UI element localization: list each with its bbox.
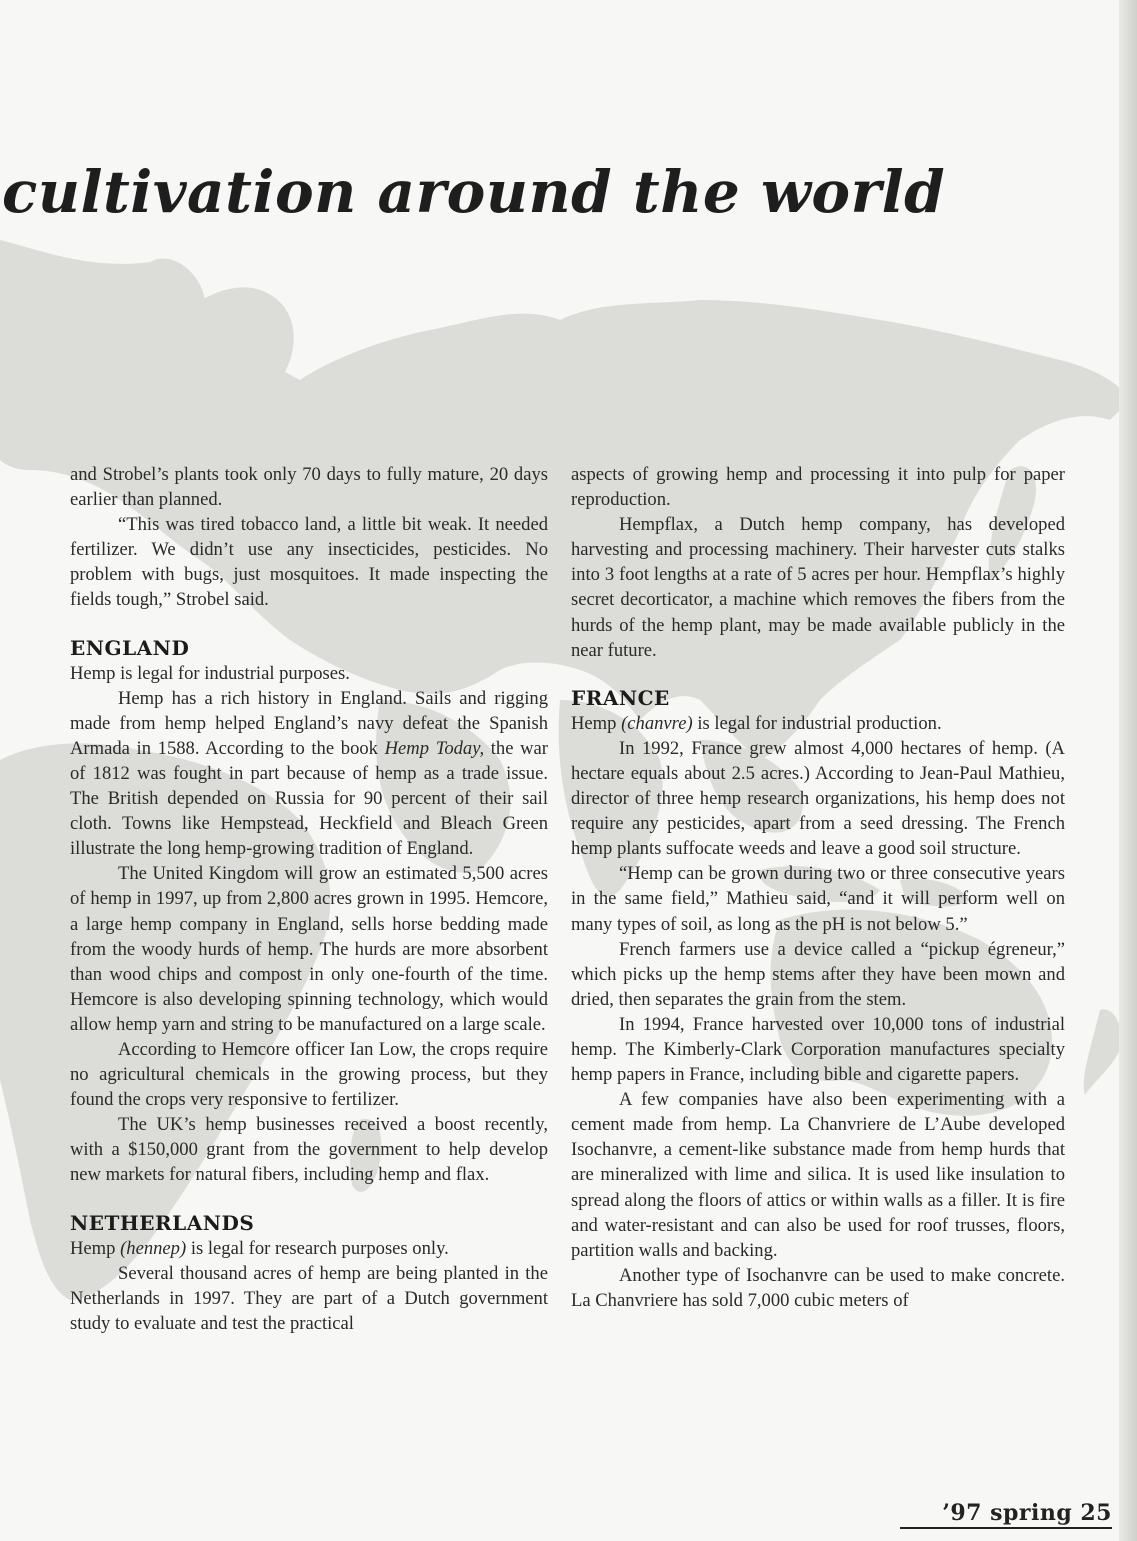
article-title: cultivation around the world xyxy=(2,158,946,226)
england-paragraph-3: According to Hemcore officer Ian Low, the crops require no agricultural chemicals in the growing process, but they found the crops very responsive to fertilizer. xyxy=(70,1038,548,1111)
left-column xyxy=(70,462,548,1336)
france-paragraph-4: In 1994, France harvested over 10,000 tons of industrial hemp. The Kimberly-Clark Corporation manufactures specialty hemp papers in France, including bible and cigarette papers. xyxy=(571,1013,1065,1086)
netherlands-heading: NETHERLANDS xyxy=(70,1210,255,1235)
intro-paragraph-2: “This was tired tobacco land, a little bit weak. It needed fertilizer. We didn’t use any insecticides, pesticides. No problem with bugs, just mosquitoes. It made inspecting the fields tough,” Strobel said. xyxy=(70,514,548,611)
france-paragraph-5: A few companies have also been experimenting with a cement made from hemp. La Chanvriere de L’Aube developed Isochanvre, a cement-like substance made from hemp hurds that are mineralized with lime and silica. It is used like insulation to spread along the floors of attics or within walls as a filler. It is fire and water-resistant and can also be used for roof trusses, floors, partition walls and backing. xyxy=(571,1089,1065,1261)
netherlands-paragraph-1: Several thousand acres of hemp are being planted in the Netherlands in 1997. They are part of a Dutch government study to evaluate and test the practical xyxy=(70,1262,548,1334)
right-column xyxy=(571,462,1065,1313)
page-edge-shadow xyxy=(1119,0,1137,1541)
netherlands-term: (hennep) xyxy=(120,1237,187,1259)
france-paragraph-2: “Hemp can be grown during two or three consecutive years in the same field,” Mathieu said, “and it will perform well on many types of soil, as long as the pH is not below 5.” xyxy=(571,863,1065,935)
england-legal-status: Hemp is legal for industrial purposes. xyxy=(70,662,350,684)
france-heading: FRANCE xyxy=(571,685,670,710)
england-p1-part-b: the war of 1812 was fought in part because of hemp as a trade issue. The British depended on Russia for 90 percent of their sail cloth. Towns like Hempstead, Heckfield and Bleach Green illustrate the long hemp-growing tradition of England. xyxy=(70,737,549,860)
england-p1-part-a: Hemp has a rich history in England. Sails and rigging made from hemp helped England’s navy defeat the Spanish Armada in 1588. According to the book xyxy=(70,687,548,759)
england-paragraph-1 xyxy=(70,686,548,862)
page-footer: ’97 spring 25 xyxy=(900,1500,1112,1529)
book-title-hemp-today: Hemp Today, xyxy=(384,737,485,759)
france-paragraph-1: In 1992, France grew almost 4,000 hectares of hemp. (A hectare equals about 2.5 acres.) According to Jean-Paul Mathieu, director of three hemp research organizations, his hemp does not require any pesticides, apart from a seed dressing. The French hemp plants suffocate weeds and leave a good soil structure. xyxy=(571,737,1065,860)
france-status-b: is legal for industrial production. xyxy=(692,712,942,734)
netherlands-continuation: aspects of growing hemp and processing it into pulp for paper reproduction. xyxy=(571,464,1065,511)
netherlands-legal-status xyxy=(70,1236,548,1261)
england-paragraph-2: The United Kingdom will grow an estimated 5,500 acres of hemp in 1997, up from 2,800 acres grown in 1995. Hemcore, a large hemp company in England, sells horse bedding made from the woody hurds of hemp. The hurds are more absorbent than wood chips and compost in only one-fourth of the time. Hemcore is also developing spinning technology, which would allow hemp yarn and string to be manufactured on a large scale. xyxy=(70,863,548,1035)
netherlands-status-b: is legal for research purposes only. xyxy=(186,1237,449,1259)
france-status-a: Hemp xyxy=(571,712,622,734)
netherlands-status-a: Hemp xyxy=(70,1237,121,1259)
france-paragraph-6: Another type of Isochanvre can be used to make concrete. La Chanvriere has sold 7,000 cubic meters of xyxy=(571,1264,1065,1311)
england-paragraph-4: The UK’s hemp businesses received a boost recently, with a $150,000 grant from the government to help develop new markets for natural fibers, including hemp and flax. xyxy=(70,1114,548,1186)
hempflax-paragraph: Hempflax, a Dutch hemp company, has developed harvesting and processing machinery. Their harvester cuts stalks into 3 foot lengths at a rate of 5 acres per hour. Hempflax’s highly secret decorticator, a machine which removes the fibers from the hurds of the hemp plant, may be made available publicly in the near future. xyxy=(571,514,1065,661)
england-heading: ENGLAND xyxy=(70,635,190,660)
france-legal-status xyxy=(571,711,1065,736)
intro-paragraph-1: and Strobel’s plants took only 70 days to fully mature, 20 days earlier than planned. xyxy=(70,464,548,511)
france-term: (chanvre) xyxy=(621,712,693,734)
france-paragraph-3: French farmers use a device called a “pickup égreneur,” which picks up the hemp stems after they have been mown and dried, then separates the grain from the stem. xyxy=(571,938,1065,1010)
